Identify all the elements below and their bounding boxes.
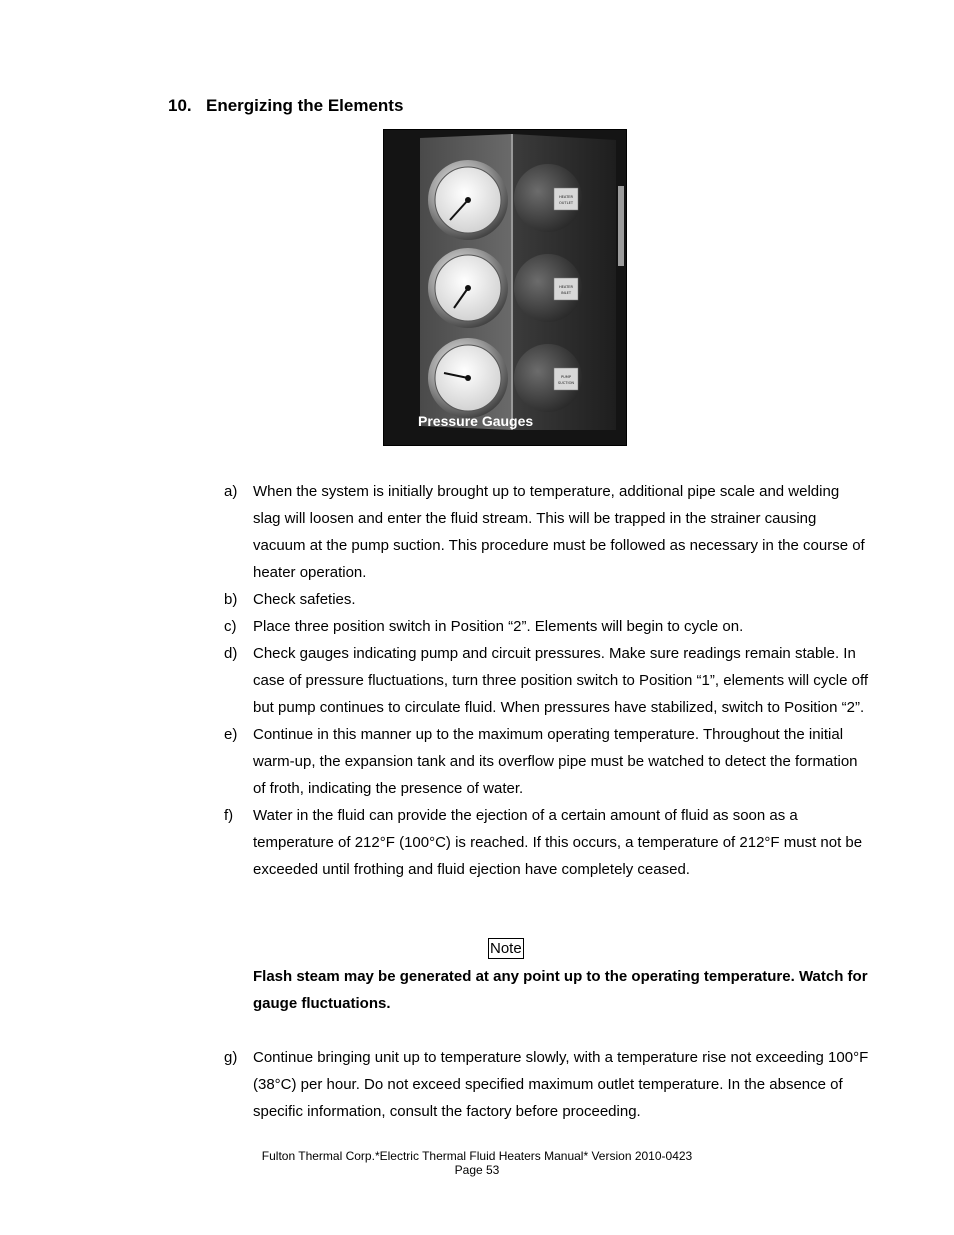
svg-text:INLET: INLET bbox=[560, 291, 572, 295]
item-text: Water in the fluid can provide the ejection of a certain amount of fluid as soon as a temperature of 212°F (100°C) is reached. If this occurs, a temperature of 212°F must not be exceeded until frothing and fluid ejection have completely ceased. bbox=[253, 807, 863, 878]
item-text: Continue bringing unit up to temperature slowly, with a temperature rise not exceeding 100°F (38°C) per hour. Do not exceed specified maximum outlet temperature. In the absence of specific information, consult the factory before proceeding. bbox=[253, 1049, 869, 1120]
svg-text:OUTLET: OUTLET bbox=[558, 201, 574, 205]
item-label: d) bbox=[224, 645, 238, 662]
section-heading bbox=[168, 96, 403, 116]
gauge-panel-illustration bbox=[384, 130, 626, 445]
item-text: Continue in this manner up to the maximum operating temperature. Throughout the initial warm-up, the expansion tank and its overflow pipe must be watched to detect the formation of froth, indicating the presence of water. bbox=[253, 726, 858, 797]
item-label: c) bbox=[224, 618, 237, 635]
pressure-gauges-photo bbox=[383, 129, 627, 446]
list-item bbox=[224, 586, 869, 613]
list-item bbox=[224, 640, 869, 721]
list-item bbox=[224, 613, 869, 640]
page-number: Page 53 bbox=[454, 1163, 500, 1177]
item-label: a) bbox=[224, 483, 238, 500]
svg-text:HEATER: HEATER bbox=[558, 285, 574, 289]
section-title: Energizing the Elements bbox=[206, 96, 404, 115]
list-item bbox=[224, 721, 869, 802]
item-text: When the system is initially brought up to temperature, additional pipe scale and welding slag will loosen and enter the fluid stream. This will be trapped in the strainer causing vacuum at the pump suction. This procedure must be followed as necessary in the course of heater operation. bbox=[253, 483, 865, 581]
item-text: Check gauges indicating pump and circuit pressures. Make sure readings remain stable. In case of pressure fluctuations, turn three position switch to Position “1”, elements will cycle off but pump continues to circulate fluid. When pressures have stabilized, switch to Position “2”. bbox=[253, 645, 869, 716]
list-item bbox=[224, 1044, 869, 1125]
item-label: f) bbox=[224, 807, 234, 824]
svg-text:SUCTION: SUCTION bbox=[557, 381, 575, 385]
procedure-list-continued bbox=[224, 1044, 869, 1125]
item-text: Check safeties. bbox=[253, 591, 356, 608]
svg-text:PUMP: PUMP bbox=[560, 375, 572, 379]
list-item bbox=[224, 478, 869, 586]
page-footer bbox=[0, 1149, 954, 1177]
item-label: g) bbox=[224, 1049, 238, 1066]
item-label: e) bbox=[224, 726, 238, 743]
note-text: Flash steam may be generated at any point up to the operating temperature. Watch for gauge fluctuations. bbox=[253, 968, 868, 1012]
list-item bbox=[224, 802, 869, 883]
procedure-list bbox=[224, 478, 869, 883]
figure-caption: Pressure Gauges bbox=[418, 413, 534, 429]
footer-title: Fulton Thermal Corp.*Electric Thermal Fluid Heaters Manual* Version 2010-0423 bbox=[261, 1149, 693, 1163]
item-text: Place three position switch in Position “2”. Elements will begin to cycle on. bbox=[253, 618, 744, 635]
item-label: b) bbox=[224, 591, 238, 608]
section-number: 10. bbox=[168, 96, 192, 115]
svg-text:HEATER: HEATER bbox=[558, 195, 574, 199]
note-label: Note bbox=[490, 940, 522, 957]
